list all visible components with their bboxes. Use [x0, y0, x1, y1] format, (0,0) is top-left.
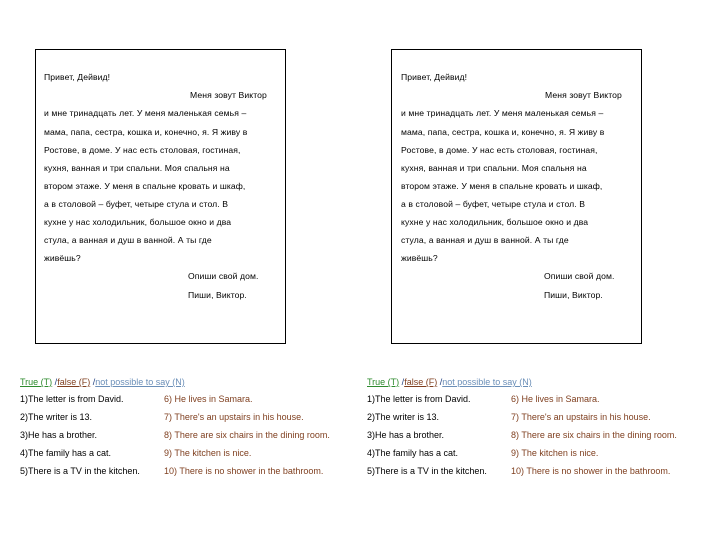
statement: 6) He lives in Samara. [511, 394, 600, 404]
exercise-header [367, 376, 717, 388]
letter-line: стула, а ванная и душ в ванной. А ты где [401, 235, 569, 245]
letter-request: Опиши свой дом. [544, 271, 615, 281]
statement: 7) There's an upstairs in his house. [164, 412, 304, 422]
statement-row [20, 466, 370, 478]
statement: 9) The kitchen is nice. [164, 448, 252, 458]
statement: 7) There's an upstairs in his house. [511, 412, 651, 422]
letter-greeting: Привет, Дейвид! [44, 72, 111, 82]
letter-line: кухне у нас холодильник, большое окно и два [401, 217, 589, 227]
letter-line: и мне тринадцать лет. У меня маленькая семья – [44, 108, 247, 118]
letter-line: втором этаже. У меня в спальне кровать и шкаф, [44, 181, 246, 191]
letter-signoff: Пиши, Виктор. [188, 290, 247, 300]
letter-line: кухня, ванная и три спальни. Моя спальня на [401, 163, 587, 173]
letter-box-right [391, 49, 642, 344]
statement: 6) He lives in Samara. [164, 394, 253, 404]
not-possible-label: not possible to say (N) [95, 377, 185, 387]
statement-row [367, 430, 717, 442]
statement: 10) There is no shower in the bathroom. [164, 466, 324, 476]
true-label: True (T) [20, 377, 53, 387]
statement-row [20, 430, 370, 442]
letter-request: Опиши свой дом. [188, 271, 259, 281]
letter-line: кухня, ванная и три спальни. Моя спальня на [44, 163, 230, 173]
statement-row [20, 448, 370, 460]
header-separator: / [90, 377, 96, 387]
false-label: false (F) [57, 377, 91, 387]
statement: 3)He has a brother. [367, 430, 445, 440]
statement-row [367, 466, 717, 478]
statement: 1)The letter is from David. [367, 394, 471, 404]
statement: 4)The family has a cat. [20, 448, 112, 458]
exercise-block-right [367, 376, 717, 476]
statement-row [20, 412, 370, 424]
letter-line: стула, а ванная и душ в ванной. А ты где [44, 235, 212, 245]
statement-row [20, 394, 370, 406]
statement: 5)There is a TV in the kitchen. [20, 466, 140, 476]
letter-line: втором этаже. У меня в спальне кровать и шкаф, [401, 181, 603, 191]
true-label: True (T) [367, 377, 400, 387]
letter-line: а в столовой – буфет, четыре стула и стол. В [401, 199, 586, 209]
letter-line: живёшь? [44, 253, 81, 263]
not-possible-label: not possible to say (N) [442, 377, 532, 387]
statement: 2)The writer is 13. [20, 412, 93, 422]
statement: 5)There is a TV in the kitchen. [367, 466, 487, 476]
letter-line: кухне у нас холодильник, большое окно и два [44, 217, 232, 227]
letter-intro: Меня зовут Виктор [545, 90, 622, 100]
statement: 1)The letter is from David. [20, 394, 124, 404]
letter-line: и мне тринадцать лет. У меня маленькая семья – [401, 108, 604, 118]
letter-line: а в столовой – буфет, четыре стула и стол. В [44, 199, 229, 209]
letter-line: мама, папа, сестра, кошка и, конечно, я. Я живу в [401, 127, 605, 137]
letter-line: живёшь? [401, 253, 438, 263]
letter-signoff: Пиши, Виктор. [544, 290, 603, 300]
letter-greeting: Привет, Дейвид! [401, 72, 468, 82]
statement-row [367, 412, 717, 424]
letter-box-left [35, 49, 286, 344]
letter-line: Ростове, в доме. У нас есть столовая, гостиная, [401, 145, 598, 155]
statement: 3)He has a brother. [20, 430, 98, 440]
statement: 8) There are six chairs in the dining room. [164, 430, 330, 440]
header-separator: / [399, 377, 405, 387]
exercise-header [20, 376, 370, 388]
letter-intro: Меня зовут Виктор [190, 90, 267, 100]
statement: 4)The family has a cat. [367, 448, 459, 458]
statement: 10) There is no shower in the bathroom. [511, 466, 671, 476]
statement-row [367, 448, 717, 460]
header-separator: / [52, 377, 58, 387]
statement: 8) There are six chairs in the dining room. [511, 430, 677, 440]
exercise-block-left [20, 376, 370, 476]
statement: 2)The writer is 13. [367, 412, 440, 422]
letter-line: Ростове, в доме. У нас есть столовая, гостиная, [44, 145, 241, 155]
header-separator: / [437, 377, 443, 387]
false-label: false (F) [404, 377, 438, 387]
statement-row [367, 394, 717, 406]
statement: 9) The kitchen is nice. [511, 448, 599, 458]
letter-line: мама, папа, сестра, кошка и, конечно, я. Я живу в [44, 127, 248, 137]
